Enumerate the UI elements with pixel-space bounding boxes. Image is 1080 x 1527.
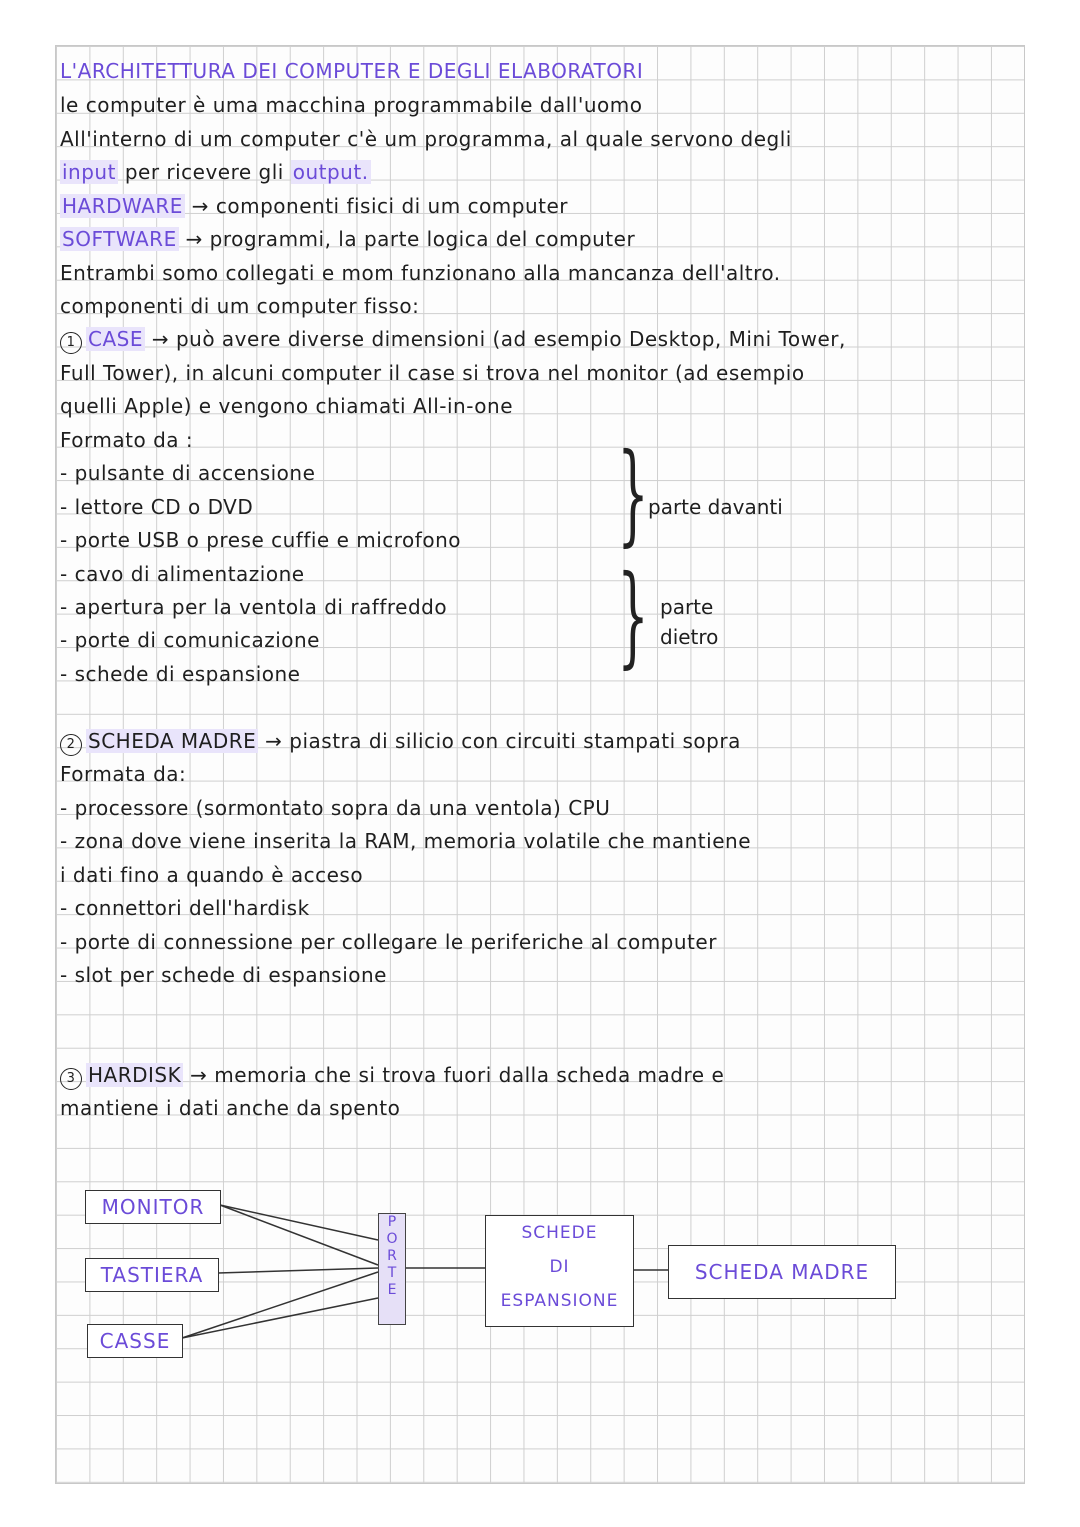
motherboard-formato: Formata da: [60, 762, 187, 786]
schede-line-3: ESPANSIONE [500, 1291, 619, 1311]
case-label: CASE [88, 327, 143, 351]
case-item-7: - schede di espansione [60, 662, 301, 686]
motherboard-item-4: - porte di connessione per collegare le periferiche al computer [60, 930, 717, 954]
motherboard-item-5: - slot per schede di espansione [60, 963, 387, 987]
hardware-text: → componenti fisici di um computer [191, 194, 569, 218]
software-label: SOFTWARE [62, 227, 177, 251]
hardisk-desc: → memoria che si trova fuori dalla scheda madre e [190, 1063, 725, 1087]
case-line-2: Full Tower), in alcuni computer il case si trova nel monitor (ad esempio [60, 361, 805, 385]
input-word: input [62, 160, 116, 184]
tastiera-box: TASTIERA [85, 1258, 219, 1292]
wire-tastiera [218, 1268, 378, 1273]
case-formato: Formato da : [60, 428, 194, 452]
hardware-label: HARDWARE [62, 194, 183, 218]
porte-box [378, 1213, 406, 1325]
porte-letter: E [387, 1282, 397, 1298]
case-item-6: - porte di comunicazione [60, 628, 320, 652]
hardisk-label: HARDISK [88, 1063, 182, 1087]
back-label-2: dietro [660, 625, 719, 649]
motherboard-item-3: - connettori dell'hardisk [60, 896, 310, 920]
page-title: L'ARCHITETTURA DEI COMPUTER E DEGLI ELABORATORI [60, 59, 644, 83]
case-line-3: quelli Apple) e vengono chiamati All-in-one [60, 394, 514, 418]
components-line: componenti di um computer fisso: [60, 294, 420, 318]
case-item-2: - lettore CD o DVD [60, 495, 254, 519]
casse-box: CASSE [87, 1324, 183, 1358]
hardisk-line-2: mantiene i dati anche da spento [60, 1096, 401, 1120]
porte-letter: R [387, 1248, 397, 1264]
motherboard-item-1: - processore (sormontato sopra da una ventola) CPU [60, 796, 611, 820]
case-item-3: - porte USB o prese cuffie e microfono [60, 528, 461, 552]
number-3-icon: 3 [60, 1068, 82, 1090]
number-2-icon: 2 [60, 734, 82, 756]
case-item-4: - cavo di alimentazione [60, 562, 305, 586]
schede-line-2: DI [549, 1257, 570, 1277]
back-brace: } [617, 551, 649, 679]
scheda-madre-box: SCHEDA MADRE [668, 1245, 896, 1299]
motherboard-item-2-cont: i dati fino a quando è acceso [60, 863, 364, 887]
back-label-1: parte [660, 595, 714, 619]
front-brace: } [617, 429, 649, 557]
case-desc-1: → può avere diverse dimensioni (ad esempio Desktop, Mini Tower, [151, 327, 846, 351]
schede-line-1: SCHEDE [521, 1223, 598, 1243]
intro-line-3-mid: per ricevere gli [124, 160, 284, 184]
schede-espansione-box [485, 1215, 634, 1327]
porte-letter: T [387, 1265, 397, 1281]
front-label: parte davanti [648, 495, 783, 519]
both-line: Entrambi somo collegati e mom funzionano alla mancanza dell'altro. [60, 261, 781, 285]
case-item-1: - pulsante di accensione [60, 461, 316, 485]
porte-letter: P [387, 1214, 397, 1230]
motherboard-desc: → piastra di silicio con circuiti stampati sopra [265, 729, 741, 753]
case-item-5: - apertura per la ventola di raffreddo [60, 595, 448, 619]
porte-letter: O [386, 1231, 398, 1247]
motherboard-label: SCHEDA MADRE [88, 729, 257, 753]
software-text: → programmi, la parte logica del computer [185, 227, 636, 251]
wire-casse-2 [182, 1298, 378, 1338]
monitor-box: MONITOR [85, 1190, 221, 1224]
intro-line-2: All'interno di um computer c'è um programma, al quale servono degli [60, 127, 792, 151]
number-1-icon: 1 [60, 332, 82, 354]
output-word: output. [292, 160, 369, 184]
intro-line-1: le computer è uma macchina programmabile dall'uomo [60, 93, 643, 117]
motherboard-item-2: - zona dove viene inserita la RAM, memoria volatile che mantiene [60, 829, 751, 853]
